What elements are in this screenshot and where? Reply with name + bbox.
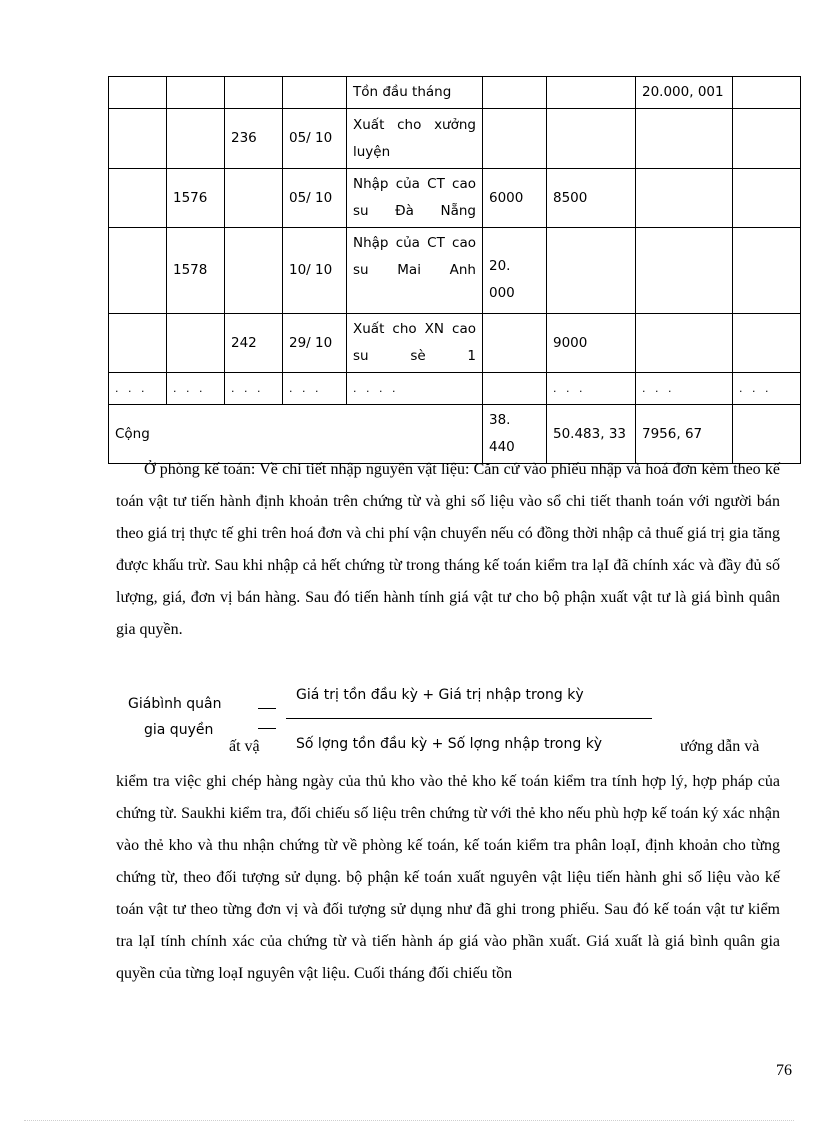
ledger-cell <box>547 77 636 109</box>
ledger-cell <box>733 228 801 314</box>
ledger-cell <box>109 77 167 109</box>
ledger-cell <box>167 77 225 109</box>
ledger-cell: . . . <box>109 373 167 405</box>
ledger-cell: . . . <box>547 373 636 405</box>
formula-lhs-line2: gia quyền <box>144 722 214 738</box>
ledger-cell <box>283 77 347 109</box>
formula-numerator: Giá trị tồn đầu kỳ + Giá trị nhập trong kỳ <box>296 687 584 703</box>
ledger-cell: . . . <box>283 373 347 405</box>
formula-lhs-line1: Giábình quân <box>128 696 222 712</box>
ledger-cell: . . . <box>225 373 283 405</box>
ledger-cell: . . . <box>636 373 733 405</box>
ledger-cell <box>733 77 801 109</box>
fraction-bar <box>286 718 652 719</box>
paragraph-verification <box>116 766 780 990</box>
ledger-desc-cell: Nhập của CT cao su Mai Anh <box>347 228 483 314</box>
ledger-cell: . . . <box>167 373 225 405</box>
ledger-cell: 10/ 10 <box>283 228 347 314</box>
ledger-table <box>108 76 801 464</box>
ledger-row-ellipsis <box>109 373 801 405</box>
ledger-cell <box>225 169 283 228</box>
equals-sign-bottom <box>258 728 276 729</box>
ledger-cell <box>109 109 167 169</box>
ledger-cell: 29/ 10 <box>283 314 347 373</box>
ledger-cell <box>636 109 733 169</box>
ledger-cell: 236 <box>225 109 283 169</box>
ledger-cell <box>225 77 283 109</box>
ledger-cell: 05/ 10 <box>283 109 347 169</box>
ledger-cell: 8500 <box>547 169 636 228</box>
ledger-row <box>109 314 801 373</box>
total-value: 7956, 67 <box>636 405 733 464</box>
ledger-desc-cell: Xuất cho XN cao su sè 1 <box>347 314 483 373</box>
ledger-cell <box>483 314 547 373</box>
total-value: 50.483, 33 <box>547 405 636 464</box>
ledger-cell: 20.000, 001 <box>636 77 733 109</box>
total-value: 38. 440 <box>483 405 547 464</box>
paragraph-text: kiểm tra việc ghi chép hàng ngày của thủ kho vào thẻ kho kế toán kiểm tra tính hợp lý, hợp pháp của chứng từ. Saukhi kiểm tra, đối chiếu số liệu trên chứng từ với thẻ kho nếu phù hợp kế toán ký xác nhận vào thẻ kho và thu nhận chứng từ về phòng kế toán, kế toán kiểm tra phân loạI, định khoản cho từng chứng từ, theo đối tượng sử dụng. bộ phận kế toán xuất nguyên vật liệu tiến hành ghi số liệu vào kế toán vật tư theo từng đơn vị và đối tượng sử dụng như đã ghi trong phiếu. Sau đó kế toán vật tư kiểm tra lạI tính chính xác của chứng từ và tiến hành áp giá vào phần xuất. Giá xuất là giá bình quân gia quyền của từng loạI nguyên vật liệu. Cuối tháng đối chiếu tồn <box>116 773 780 982</box>
ledger-cell: 05/ 10 <box>283 169 347 228</box>
ledger-cell <box>547 109 636 169</box>
ledger-cell <box>225 228 283 314</box>
ledger-cell: 242 <box>225 314 283 373</box>
ledger-cell <box>636 169 733 228</box>
ledger-cell: 1578 <box>167 228 225 314</box>
ledger-cell: . . . . <box>347 373 483 405</box>
ledger-cell <box>109 169 167 228</box>
ledger-row-opening <box>109 77 801 109</box>
ledger-cell <box>109 314 167 373</box>
ledger-cell <box>733 314 801 373</box>
ledger-cell: 1576 <box>167 169 225 228</box>
equals-sign-top <box>258 708 276 709</box>
ledger-cell <box>547 228 636 314</box>
text-fragment-left: ất vậ <box>229 738 260 755</box>
ledger-cell <box>733 109 801 169</box>
total-label: Cộng <box>109 405 483 464</box>
footer-divider <box>24 1120 794 1121</box>
ledger-cell <box>483 373 547 405</box>
ledger-row <box>109 169 801 228</box>
ledger-row <box>109 228 801 314</box>
ledger-cell <box>636 228 733 314</box>
ledger-cell <box>636 314 733 373</box>
ledger-row <box>109 109 801 169</box>
ledger-desc-cell: Nhập của CT cao su Đà Nẵng <box>347 169 483 228</box>
formula-denominator: Số lợng tồn đầu kỳ + Số lợng nhập trong kỳ <box>296 736 603 752</box>
ledger-cell <box>733 169 801 228</box>
paragraph-accounting <box>116 454 780 646</box>
ledger-cell: . . . <box>733 373 801 405</box>
ledger-cell <box>483 109 547 169</box>
ledger-cell <box>483 77 547 109</box>
ledger-cell <box>109 228 167 314</box>
ledger-cell <box>167 109 225 169</box>
ledger-desc-cell: Xuất cho xưởng luyện <box>347 109 483 169</box>
ledger-cell <box>167 314 225 373</box>
ledger-desc-cell: Tồn đầu tháng <box>347 77 483 109</box>
page-number: 76 <box>776 1062 792 1079</box>
ledger-cell: 9000 <box>547 314 636 373</box>
paragraph-text: Ở phòng kế toán: Về chi tiết nhập nguyên vật liệu: Căn cứ vào phiếu nhập và hoá đơn kèm theo kế toán vật tư tiến hành định khoản trên chứng từ và ghi số liệu vào sổ chi tiết thanh toán với người bán theo giá trị thực tế ghi trên hoá đơn và chi phí vận chuyển nếu có đồng thời nhập cả thuế giá trị gia tăng được khấu trừ. Sau khi nhập cả hết chứng từ trong tháng kế toán kiểm tra lạI đã chính xác và đầy đủ số lượng, giá, đơn vị bán hàng. Sau đó tiến hành tính giá vật tư cho bộ phận xuất vật tư là giá bình quân gia quyền. <box>116 461 780 638</box>
ledger-cell: 6000 <box>483 169 547 228</box>
ledger-cell: 20. 000 <box>483 228 547 314</box>
text-fragment-right: ướng dẫn và <box>680 738 760 755</box>
